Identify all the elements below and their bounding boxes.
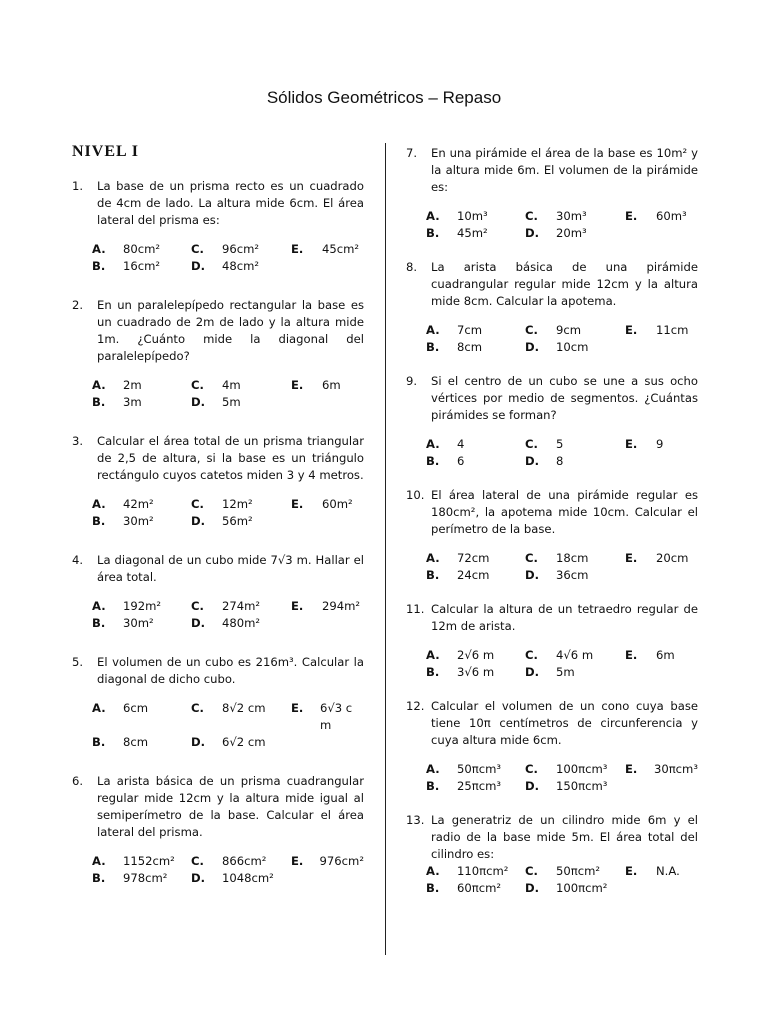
option-d: D. 150πcm³	[525, 779, 608, 793]
option-c: C. 4√6 m	[525, 648, 594, 662]
option-d: D. 8	[525, 454, 564, 468]
answer-options	[406, 436, 698, 470]
question-11	[406, 601, 698, 681]
option-c: C. 18cm	[525, 551, 589, 565]
question-text: La base de un prisma recto es un cuadrado de 4cm de lado. La altura mide 6cm. El área lateral del prisma es:	[97, 179, 364, 227]
option-b: B. 16cm²	[92, 259, 161, 273]
option-e: E. 6√3 c m	[291, 701, 353, 732]
question-number: 10.	[406, 488, 425, 502]
question-text: Calcular el volumen de un cono cuya base tiene 10π centímetros de circunferencia y cuya altura mide 6cm.	[431, 699, 698, 747]
question-text: El área lateral de una pirámide regular es 180cm², la apotema mide 10cm. Calcular el perímetro de la base.	[431, 488, 698, 536]
option-c: C. 30m³	[525, 209, 587, 223]
question-text: La diagonal de un cubo mide 7√3 m. Hallar el área total.	[97, 553, 364, 584]
option-b: B. 3√6 m	[426, 665, 495, 679]
answer-options	[72, 496, 364, 530]
question-number: 1.	[72, 179, 84, 193]
answer-options	[406, 647, 698, 681]
answer-options	[72, 377, 364, 411]
question-number: 4.	[72, 553, 84, 567]
option-e: E. N.A.	[625, 864, 680, 878]
option-a: A. 4	[426, 437, 465, 451]
option-a: A. 192m²	[92, 599, 162, 613]
option-a: A. 2√6 m	[426, 648, 495, 662]
option-b: B. 25πcm³	[426, 779, 502, 793]
question-7	[406, 145, 698, 242]
option-b: B. 6	[426, 454, 465, 468]
option-c: C. 9cm	[525, 323, 582, 337]
answer-options	[72, 241, 364, 275]
question-number: 13.	[406, 813, 425, 827]
option-a: A. 6cm	[92, 701, 149, 715]
option-a: A. 2m	[92, 378, 142, 392]
option-e: E. 20cm	[625, 551, 689, 565]
option-b: B. 30m²	[92, 514, 154, 528]
answer-options	[72, 700, 364, 751]
question-text: La arista básica de una pirámide cuadrangular regular mide 12cm y la altura mide 8cm. Calcular la apotema.	[431, 260, 698, 308]
option-c: C. 866cm²	[191, 854, 267, 868]
question-text: Calcular el área total de un prisma triangular de 2,5 de altura, si la base es un triángulo rectángulo cuyos catetos miden 3 y 4 metros.	[97, 434, 364, 482]
question-number: 3.	[72, 434, 84, 448]
level-heading: NIVEL I	[72, 143, 140, 160]
option-b: B. 978cm²	[92, 871, 168, 885]
option-a: A. 7cm	[426, 323, 483, 337]
left-column	[72, 178, 364, 887]
question-text: En una pirámide el área de la base es 10m² y la altura mide 6m. El volumen de la pirámide es:	[431, 146, 698, 194]
option-e: E. 30πcm³	[625, 762, 698, 776]
answer-options	[406, 208, 698, 242]
option-d: D. 5m	[191, 395, 241, 409]
answer-options	[72, 598, 364, 632]
option-c: C. 100πcm³	[525, 762, 608, 776]
answer-options	[406, 322, 698, 356]
option-b: B. 8cm	[92, 735, 149, 749]
option-e: E. 60m³	[625, 209, 687, 223]
option-e: E. 9	[625, 437, 664, 451]
option-c: C. 12m²	[191, 497, 253, 511]
question-number: 7.	[406, 146, 418, 160]
option-c: C. 274m²	[191, 599, 261, 613]
answer-options	[406, 550, 698, 584]
option-a: A. 72cm	[426, 551, 490, 565]
question-6	[72, 773, 364, 887]
question-text: En un paralelepípedo rectangular la base es un cuadrado de 2m de lado y la altura mide 1m. ¿Cuánto mide la diagonal del paralelepípedo?	[97, 298, 364, 363]
page-title: Sólidos Geométricos – Repaso	[266, 88, 502, 107]
option-a: A. 10m³	[426, 209, 488, 223]
question-8	[406, 259, 698, 356]
option-e: E. 6m	[291, 378, 341, 392]
question-4	[72, 552, 364, 632]
option-d: D. 6√2 cm	[191, 735, 266, 749]
question-number: 6.	[72, 774, 84, 788]
option-b: B. 3m	[92, 395, 142, 409]
option-d: D. 48cm²	[191, 259, 260, 273]
option-a: A. 50πcm³	[426, 762, 502, 776]
option-b: B. 24cm	[426, 568, 490, 582]
answer-options	[72, 853, 364, 887]
option-c: C. 50πcm²	[525, 864, 601, 878]
column-divider	[385, 143, 386, 955]
option-a: A. 80cm²	[92, 242, 161, 256]
option-c: C. 5	[525, 437, 564, 451]
answer-options	[406, 863, 698, 897]
option-d: D. 36cm	[525, 568, 589, 582]
option-c: C. 8√2 cm	[191, 701, 266, 715]
option-b: B. 8cm	[426, 340, 483, 354]
question-10	[406, 487, 698, 584]
question-number: 2.	[72, 298, 84, 312]
option-c: C. 4m	[191, 378, 241, 392]
question-number: 5.	[72, 655, 84, 669]
question-1	[72, 178, 364, 275]
question-number: 9.	[406, 374, 418, 388]
option-d: D. 480m²	[191, 616, 261, 630]
question-text: La generatriz de un cilindro mide 6m y el radio de la base mide 5m. El área total del cilindro es:	[431, 813, 698, 861]
option-a: A. 1152cm²	[92, 854, 175, 868]
option-b: B. 30m²	[92, 616, 154, 630]
option-b: B. 60πcm²	[426, 881, 502, 895]
question-text: El volumen de un cubo es 216m³. Calcular la diagonal de dicho cubo.	[97, 655, 364, 686]
option-a: A. 110πcm²	[426, 864, 509, 878]
question-3	[72, 433, 364, 530]
question-text: Si el centro de un cubo se une a sus ocho vértices por medio de segmentos. ¿Cuántas pirámides se forman?	[431, 374, 698, 422]
option-a: A. 42m²	[92, 497, 154, 511]
option-c: C. 96cm²	[191, 242, 260, 256]
question-2	[72, 297, 364, 411]
option-e: E. 294m²	[291, 599, 361, 613]
question-text: Calcular la altura de un tetraedro regular de 12m de arista.	[431, 602, 698, 633]
question-text: La arista básica de un prisma cuadrangular regular mide 12cm y la altura mide igual al semiperímetro de la base. Calcular el área lateral del prisma.	[97, 774, 364, 839]
option-d: D. 1048cm²	[191, 871, 274, 885]
option-d: D. 100πcm²	[525, 881, 608, 895]
answer-options	[406, 761, 698, 795]
option-e: E. 976cm²	[291, 854, 364, 868]
question-12	[406, 698, 698, 795]
question-number: 8.	[406, 260, 418, 274]
option-b: B. 45m²	[426, 226, 488, 240]
option-d: D. 5m	[525, 665, 575, 679]
option-e: E. 60m²	[291, 497, 353, 511]
question-5	[72, 654, 364, 751]
option-d: D. 20m³	[525, 226, 587, 240]
question-9	[406, 373, 698, 470]
option-d: D. 10cm	[525, 340, 589, 354]
question-number: 11.	[406, 602, 425, 616]
option-e: E. 6m	[625, 648, 675, 662]
option-e: E. 45cm²	[291, 242, 360, 256]
right-column	[406, 145, 698, 897]
question-13	[406, 812, 698, 897]
option-e: E. 11cm	[625, 323, 689, 337]
question-number: 12.	[406, 699, 425, 713]
option-d: D. 56m²	[191, 514, 253, 528]
